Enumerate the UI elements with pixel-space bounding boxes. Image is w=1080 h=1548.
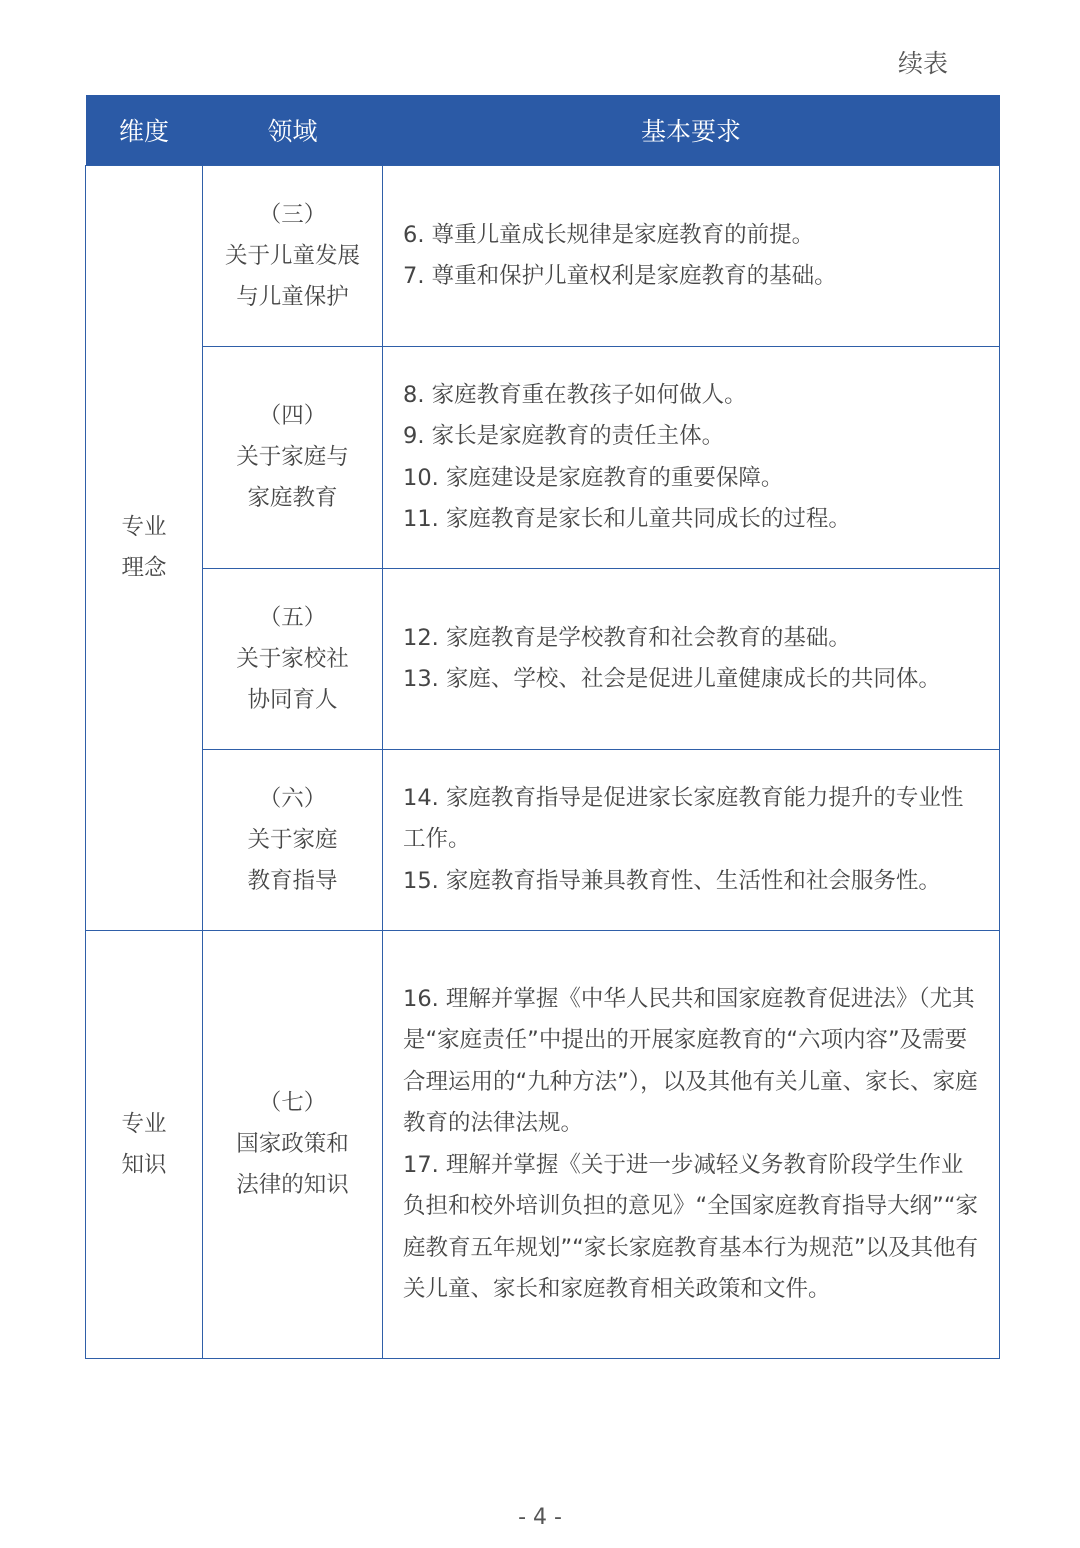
- requirements-cell: [383, 347, 1000, 569]
- requirement-item: 11. 家庭教育是家长和儿童共同成长的过程。: [403, 506, 851, 532]
- domain-cell: [203, 750, 383, 931]
- table-row: [86, 569, 1000, 750]
- domain-line: 法律的知识: [236, 1172, 349, 1198]
- domain-line: 关于儿童发展: [224, 242, 360, 269]
- domain-cell: [203, 931, 383, 1359]
- requirement-item: 16. 理解并掌握《中华人民共和国家庭教育促进法》（尤其是“家庭责任”中提出的开展家庭教育的“六项内容”及需要合理运用的“九种方法”），以及其他有关儿童、家长、家庭教育的法律法规。: [403, 985, 978, 1136]
- table-row: [86, 750, 1000, 931]
- requirement-item: 7. 尊重和保护儿童权利是家庭教育的基础。: [403, 263, 837, 289]
- requirement-item: 10. 家庭建设是家庭教育的重要保障。: [403, 464, 784, 491]
- requirements-cell: [383, 569, 1000, 750]
- domain-number: （七）: [258, 1090, 327, 1116]
- requirement-item: 14. 家庭教育指导是促进家长家庭教育能力提升的专业性工作。: [403, 784, 964, 853]
- domain-line: 教育指导: [247, 867, 338, 894]
- domain-cell: [203, 569, 383, 750]
- domain-line: 协同育人: [247, 686, 338, 713]
- domain-line: 国家政策和: [236, 1131, 349, 1157]
- domain-line: 关于家校社: [236, 645, 349, 672]
- column-header-dimension: 维度: [86, 95, 203, 166]
- table-row: [86, 166, 1000, 347]
- domain-number: （五）: [258, 604, 327, 631]
- standards-table: [85, 95, 1000, 1359]
- requirement-item: 13. 家庭、学校、社会是促进儿童健康成长的共同体。: [403, 666, 941, 692]
- domain-line: 家庭教育: [247, 485, 338, 511]
- requirement-item: 9. 家长是家庭教育的责任主体。: [403, 423, 725, 449]
- requirement-item: 8. 家庭教育重在教孩子如何做人。: [403, 381, 747, 408]
- requirements-cell: [383, 166, 1000, 347]
- requirement-item: 12. 家庭教育是学校教育和社会教育的基础。: [403, 624, 851, 651]
- page-number: - 4 -: [518, 1505, 562, 1530]
- domain-cell: [203, 347, 383, 569]
- dimension-line: 理念: [121, 555, 167, 581]
- domain-number: （六）: [258, 785, 327, 812]
- requirements-cell: [383, 931, 1000, 1359]
- requirement-item: 17. 理解并掌握《关于进一步减轻义务教育阶段学生作业负担和校外培训负担的意见》“全国家庭教育指导大纲”“家庭教育五年规划”“家长家庭教育基本行为规范”以及其他有关儿童、家长和家庭教育相关政策和文件。: [403, 1151, 978, 1302]
- dimension-line: 专业: [121, 1110, 167, 1137]
- domain-number: （三）: [258, 201, 327, 228]
- domain-line: 关于家庭: [247, 826, 338, 853]
- domain-line: 与儿童保护: [236, 283, 349, 310]
- requirement-item: 15. 家庭教育指导兼具教育性、生活性和社会服务性。: [403, 867, 941, 894]
- table-row: [86, 347, 1000, 569]
- requirements-cell: [383, 750, 1000, 931]
- column-header-domain: 领域: [203, 95, 383, 166]
- dimension-line: 知识: [121, 1151, 167, 1178]
- domain-number: （四）: [258, 403, 327, 429]
- domain-line: 关于家庭与: [236, 444, 349, 470]
- table-row: [86, 931, 1000, 1359]
- column-header-requirements: 基本要求: [383, 95, 1000, 166]
- dimension-cell-professional-philosophy: [86, 166, 203, 931]
- table-header-row: [86, 95, 1000, 166]
- domain-cell: [203, 166, 383, 347]
- dimension-cell-professional-knowledge: [86, 931, 203, 1359]
- requirement-item: 6. 尊重儿童成长规律是家庭教育的前提。: [403, 221, 815, 248]
- continued-table-label: 续表: [898, 49, 949, 78]
- dimension-line: 专业: [121, 514, 167, 540]
